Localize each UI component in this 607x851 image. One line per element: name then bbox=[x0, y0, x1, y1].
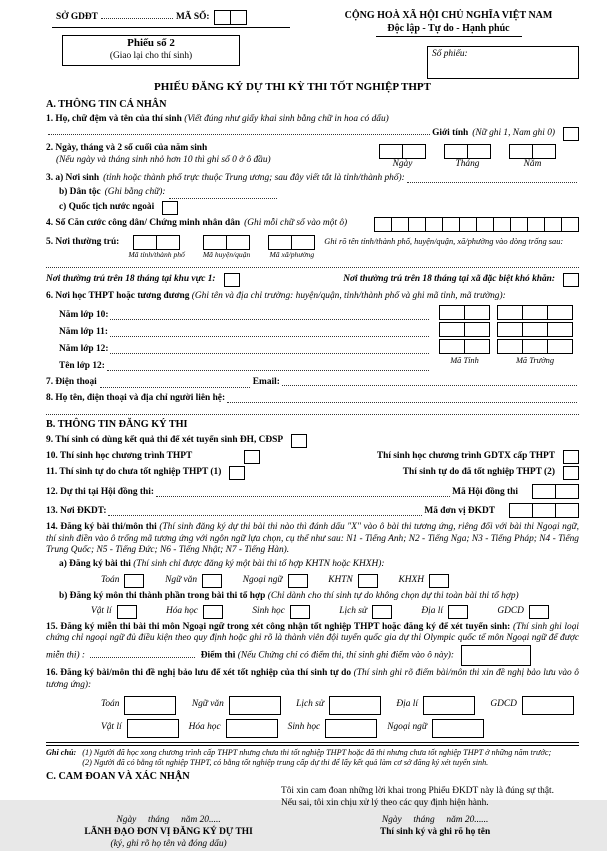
item2-note: (Nếu ngày và tháng sinh nhỏ hơn 10 thì ghi số 0 ở ô đầu) bbox=[56, 155, 271, 165]
item3a-note: (tỉnh hoặc thành phố trực thuộc Trung ương; sau đây viết tắt là tỉnh/thành phố): bbox=[103, 173, 405, 183]
digit-cell[interactable] bbox=[522, 339, 548, 354]
grade10-row bbox=[59, 305, 431, 322]
dept-code-cells bbox=[214, 10, 247, 25]
item2-text bbox=[46, 143, 370, 167]
digit-cell[interactable] bbox=[425, 217, 443, 232]
digit-cell[interactable] bbox=[497, 322, 523, 337]
subject-label-ngoaingu: Ngoại ngữ bbox=[242, 575, 283, 586]
section-a-title: A. THÔNG TIN CÁ NHÂN bbox=[46, 98, 167, 110]
item14-note: (Thí sinh đăng ký dự thi bài thi nào thì đánh dấu "X" vào ô bài thi tương ứng, riêng đối với bài thi Ngoại ngữ, thí sinh điền vào ô trống mã tương ứng với ngôn ngữ lựa chọn, cụ thể như sau: N1 - Tiếng Anh; N2 - Tiếng Nga; N3 - Tiếng Pháp; N4 - Tiếng Trung Quốc; N5 - Tiếng Đức; N6 - Tiếng Nhật; N7 - Tiếng Hàn). bbox=[46, 521, 579, 556]
province-code-label: Mã Tỉnh bbox=[450, 355, 479, 365]
reserve-box-diali[interactable] bbox=[423, 696, 475, 715]
signature-row bbox=[46, 815, 579, 850]
dob-boxes bbox=[370, 144, 565, 171]
signature-left bbox=[46, 815, 291, 850]
reserve-label-hoahoc: Hóa học bbox=[188, 722, 221, 733]
digit-cell[interactable] bbox=[444, 144, 468, 159]
form-title: PHIẾU ĐĂNG KÝ DỰ THI KỲ THI TỐT NGHIỆP THPT bbox=[154, 81, 431, 93]
subject-box-ngoaingu[interactable] bbox=[288, 574, 308, 588]
item2-label: 2. Ngày, tháng và 2 số cuối của năm sinh bbox=[46, 143, 208, 154]
subject-box-vatli[interactable] bbox=[117, 605, 137, 619]
item10-left-label: 10. Thí sinh học chương trình THPT bbox=[46, 451, 193, 462]
item3c-label: c) Quốc tịch nước ngoài bbox=[59, 201, 155, 212]
item3a-row bbox=[46, 173, 579, 185]
kk-label: Nơi thường trú trên 18 tháng tại xã đặc biệt khó khăn: bbox=[343, 274, 555, 285]
item11-left-label: 11. Thí sinh tự do chưa tốt nghiệp THPT (1) bbox=[46, 467, 222, 478]
digit-cell[interactable] bbox=[476, 217, 494, 232]
reserve-label-sinhhoc: Sinh học bbox=[287, 722, 321, 733]
digit-cell[interactable] bbox=[532, 503, 556, 518]
digit-cell[interactable] bbox=[522, 322, 548, 337]
item3c-row bbox=[46, 201, 579, 215]
item9-label: 9. Thí sinh có dùng kết quả thi để xét tuyển sinh ĐH, CĐSP bbox=[46, 435, 284, 446]
reserve-box-sinhhoc[interactable] bbox=[325, 719, 377, 738]
reserve-box-ngoaingu[interactable] bbox=[432, 719, 484, 738]
foreign-nationality-box[interactable] bbox=[162, 201, 178, 215]
reserve-label-nguvan: Ngữ văn bbox=[191, 699, 224, 710]
ethnicity-line[interactable] bbox=[169, 196, 277, 199]
dkdt-line[interactable] bbox=[108, 513, 422, 516]
subject-box-gdcd[interactable] bbox=[529, 605, 549, 619]
residence-flags-row bbox=[46, 273, 579, 287]
item8-label: 8. Họ tên, điện thoại và địa chỉ người liên hệ: bbox=[46, 393, 226, 404]
kv1-box[interactable] bbox=[224, 273, 240, 287]
item8-row bbox=[46, 393, 579, 405]
motto-line: Độc lập - Tự do - Hạnh phúc bbox=[387, 22, 510, 34]
digit-cell[interactable] bbox=[544, 217, 562, 232]
birthplace-line[interactable] bbox=[407, 180, 577, 183]
subject-label-diali: Địa lí bbox=[421, 605, 444, 616]
digit-cell[interactable] bbox=[547, 322, 573, 337]
subject-label-nguvan: Ngữ văn bbox=[165, 575, 198, 586]
motto-rule bbox=[376, 36, 522, 37]
school-code-grid bbox=[439, 305, 579, 367]
phone-line[interactable] bbox=[100, 385, 250, 388]
digit-cell[interactable] bbox=[532, 484, 556, 499]
subject-label-gdcd: GDCD bbox=[497, 605, 524, 616]
digit-cell[interactable] bbox=[510, 217, 528, 232]
subject-box-toan[interactable] bbox=[124, 574, 144, 588]
residence-province-group bbox=[128, 235, 185, 259]
free-grad-box[interactable] bbox=[563, 466, 579, 480]
grade12-row bbox=[59, 339, 431, 356]
item15-score-note: (Nếu Chứng chỉ có điểm thi, thí sinh ghi điểm vào ô này): bbox=[237, 650, 455, 661]
item14b-note: (Chỉ dành cho thí sinh tự do không chọn dự thi toàn bài thi tổ hợp) bbox=[267, 590, 519, 601]
pledge-block bbox=[281, 786, 579, 810]
subject-box-sinhhoc[interactable] bbox=[290, 605, 310, 619]
reserve-row-2 bbox=[101, 719, 484, 738]
exam-subjects-row-b bbox=[91, 605, 549, 619]
reserve-box-lichsu[interactable] bbox=[329, 696, 381, 715]
digit-cell[interactable] bbox=[527, 217, 545, 232]
residence-province-label: Mã tỉnh/thành phố bbox=[128, 249, 185, 259]
use-result-box[interactable] bbox=[291, 434, 307, 448]
dept-label: SỞ GDĐT bbox=[56, 11, 98, 22]
subject-box-lichsu[interactable] bbox=[372, 605, 392, 619]
item5-label: 5. Nơi thường trú: bbox=[46, 236, 120, 247]
digit-cell[interactable] bbox=[226, 235, 250, 250]
dob-day-label: Ngày bbox=[392, 159, 413, 170]
contact-line[interactable] bbox=[227, 400, 577, 403]
item10-right-label: Thí sinh học chương trình GDTX cấp THPT bbox=[376, 451, 555, 462]
digit-cell[interactable] bbox=[459, 217, 477, 232]
residence-ward-group bbox=[268, 235, 315, 259]
item6-note: (Ghi tên và địa chỉ trường: huyện/quận, tỉnh/thành phố và ghi mã tỉnh, mã trường): bbox=[191, 290, 506, 301]
item6-label: 6. Nơi học THPT hoặc tương đương bbox=[46, 290, 190, 301]
item2-row bbox=[46, 143, 579, 171]
certificate-line[interactable] bbox=[90, 655, 195, 658]
digit-cell[interactable] bbox=[442, 217, 460, 232]
reserve-label-ngoaingu: Ngoại ngữ bbox=[387, 722, 427, 733]
item12-row bbox=[46, 484, 579, 499]
header-right bbox=[318, 10, 579, 79]
digit-cell[interactable] bbox=[268, 235, 292, 250]
reserve-label-toan: Toán bbox=[101, 699, 120, 710]
digit-cell[interactable] bbox=[379, 144, 403, 159]
item15-note: (Thí sinh ghi loại chứng chỉ ngoại ngữ đủ điều kiện theo quy định hoặc ghi rõ là thành viên đội tuyển quốc gia dự thi Olympic quốc tế môn Ngoại ngữ để được miễn thi) : bbox=[46, 621, 580, 661]
item16-paragraph bbox=[46, 668, 579, 692]
dept-name-line[interactable] bbox=[101, 16, 173, 19]
footnote-label: Ghi chú: bbox=[46, 747, 77, 757]
item3b-row bbox=[46, 187, 579, 199]
subject-box-nguvan[interactable] bbox=[202, 574, 222, 588]
left-signer-title: LÃNH ĐẠO ĐƠN VỊ ĐĂNG KÝ DỰ THI bbox=[84, 827, 253, 838]
item5-note: Ghi rõ tên tỉnh/thành phố, huyện/quận, xã/phường vào dòng trống sau: bbox=[324, 236, 564, 246]
residence-write-line[interactable] bbox=[46, 267, 579, 268]
reserve-row-1 bbox=[101, 696, 574, 715]
kk-box[interactable] bbox=[563, 273, 579, 287]
item14b-label: b) Đăng ký môn thi thành phần trong bài thi tổ hợp bbox=[59, 590, 266, 601]
pledge-line-1: Tôi xin cam đoan những lời khai trong Phiếu ĐKDT này là đúng sự thật. bbox=[281, 785, 554, 796]
serial-number-box[interactable] bbox=[427, 46, 579, 79]
school-rows bbox=[46, 305, 431, 373]
sheet-number-sub: (Giao lại cho thí sinh) bbox=[109, 50, 193, 61]
digit-cell[interactable] bbox=[497, 305, 523, 320]
pledge-line-2: Nếu sai, tôi xin chịu xử lý theo các quy định hiện hành. bbox=[281, 797, 489, 808]
subject-box-diali[interactable] bbox=[448, 605, 468, 619]
gdtx-program-box[interactable] bbox=[563, 450, 579, 464]
digit-cell[interactable] bbox=[464, 322, 490, 337]
dept-line bbox=[46, 10, 318, 25]
subject-box-hoahoc[interactable] bbox=[203, 605, 223, 619]
item13-row bbox=[46, 503, 579, 518]
reserve-box-gdcd[interactable] bbox=[522, 696, 574, 715]
item1-label: 1. Họ, chữ đệm và tên của thí sinh bbox=[46, 113, 182, 124]
item3a-label: 3. a) Nơi sinh bbox=[46, 173, 100, 183]
item3b-note: (Ghi bằng chữ): bbox=[104, 186, 166, 197]
item6-body bbox=[46, 305, 579, 373]
digit-cell[interactable] bbox=[214, 10, 231, 25]
digit-cell[interactable] bbox=[156, 235, 180, 250]
digit-cell[interactable] bbox=[467, 144, 491, 159]
free-not-grad-box[interactable] bbox=[229, 466, 245, 480]
item4-label: 4. Số Căn cước công dân/ Chứng minh nhân dân bbox=[46, 218, 241, 229]
item4-row bbox=[46, 217, 579, 232]
digit-cell[interactable] bbox=[547, 305, 573, 320]
digit-cell[interactable] bbox=[464, 305, 490, 320]
item14a-header bbox=[46, 559, 579, 571]
dob-month-group bbox=[444, 144, 491, 171]
digit-cell[interactable] bbox=[133, 235, 157, 250]
grade11-row bbox=[59, 322, 431, 339]
item12-code-label: Mã Hội đồng thi bbox=[452, 487, 518, 498]
reserve-label-diali: Địa lí bbox=[396, 699, 418, 710]
digit-cell[interactable] bbox=[522, 305, 548, 320]
residence-district-group bbox=[203, 235, 250, 259]
item16-note: (Thí sinh ghi rõ điểm bài/môn thi xin đề nghị bảo lưu vào ô tương ứng): bbox=[46, 668, 579, 690]
school-code-labels bbox=[439, 356, 579, 367]
school-code-label: Mã Trường bbox=[515, 355, 555, 365]
item14a-label: a) Đăng ký bài thi bbox=[59, 559, 131, 570]
certificate-score-box[interactable] bbox=[461, 645, 531, 666]
item10-row bbox=[46, 450, 579, 464]
item3b-label: b) Dân tộc bbox=[59, 186, 101, 197]
left-signer-sub: (ký, ghi rõ họ tên và đóng dấu) bbox=[110, 838, 227, 849]
digit-cell[interactable] bbox=[374, 217, 392, 232]
digit-cell[interactable] bbox=[203, 235, 227, 250]
right-date-line[interactable]: Ngày tháng năm 20...... bbox=[381, 815, 489, 826]
subject-label-khtn: KHTN bbox=[328, 575, 353, 586]
item14b-header bbox=[46, 591, 579, 603]
digit-cell[interactable] bbox=[230, 10, 247, 25]
fullname-line[interactable] bbox=[48, 132, 430, 135]
id-number-cells bbox=[374, 217, 579, 232]
reserve-label-vatli: Vật lí bbox=[101, 722, 122, 733]
digit-cell[interactable] bbox=[532, 144, 556, 159]
item1-name-line bbox=[46, 127, 579, 141]
gender-box[interactable] bbox=[563, 127, 579, 141]
digit-cell[interactable] bbox=[439, 339, 465, 354]
digit-cell[interactable] bbox=[561, 217, 579, 232]
residence-district-label: Mã huyện/quận bbox=[202, 249, 251, 259]
item15-paragraph bbox=[46, 622, 579, 667]
digit-cell[interactable] bbox=[408, 217, 426, 232]
digit-cell[interactable] bbox=[497, 339, 523, 354]
item14-paragraph bbox=[46, 522, 579, 557]
header-left bbox=[46, 10, 318, 66]
digit-cell[interactable] bbox=[509, 144, 533, 159]
section-c-title: C. CAM ĐOAN VÀ XÁC NHẬN bbox=[46, 771, 190, 783]
item7-row bbox=[46, 377, 579, 389]
item1-note: (Viết đúng như giấy khai sinh bằng chữ in hoa có dấu) bbox=[184, 113, 389, 124]
digit-cell[interactable] bbox=[439, 305, 465, 320]
item9-row bbox=[46, 434, 579, 448]
serial-label: Số phiếu: bbox=[432, 49, 468, 59]
digit-cell[interactable] bbox=[291, 235, 315, 250]
contact-line-2[interactable] bbox=[46, 414, 579, 415]
item7-phone-label: 7. Điện thoại bbox=[46, 376, 97, 387]
item13-label: 13. Nơi ĐKDT: bbox=[46, 506, 107, 517]
right-signer-title: Thí sinh ký và ghi rõ họ tên bbox=[379, 827, 491, 838]
email-line[interactable] bbox=[282, 383, 577, 386]
dob-day-group bbox=[379, 144, 426, 171]
digit-cell[interactable] bbox=[509, 503, 533, 518]
item4-note: (Ghi mỗi chữ số vào một ô) bbox=[244, 218, 348, 229]
grade12-line[interactable] bbox=[110, 351, 429, 354]
footnote-2: (2) Người đã có bằng tốt nghiệp THPT, có bằng tốt nghiệp trung cấp dự thi để lấy kết quả làm cơ sở đăng ký xét tuyển sinh. bbox=[82, 757, 489, 767]
item11-row bbox=[46, 466, 579, 480]
item14-label: 14. Đăng ký bài thi/môn thi bbox=[46, 521, 157, 532]
item15-score-label: Điểm thi bbox=[200, 650, 236, 661]
residence-ward-label: Mã xã/phường bbox=[269, 249, 315, 259]
item11-right-label: Thí sinh tự do đã tốt nghiệp THPT (2) bbox=[402, 467, 555, 478]
form-header bbox=[46, 10, 579, 79]
subject-box-khtn[interactable] bbox=[358, 574, 378, 588]
gender-label: Giới tính bbox=[432, 128, 469, 139]
section-b-title: B. THÔNG TIN ĐĂNG KÝ THI bbox=[46, 419, 188, 431]
subject-label-vatli: Vật lí bbox=[91, 605, 112, 616]
item12-label: 12. Dự thi tại Hội đồng thi: bbox=[46, 487, 154, 498]
subject-label-hoahoc: Hóa học bbox=[165, 605, 198, 616]
kv1-label: Nơi thường trú trên 18 tháng tại khu vực 1: bbox=[46, 274, 216, 285]
class12-label: Tên lớp 12: bbox=[59, 360, 105, 371]
item6-label-line bbox=[46, 291, 579, 303]
dob-month-label: Tháng bbox=[455, 159, 480, 170]
digit-cell[interactable] bbox=[391, 217, 409, 232]
republic-line: CỘNG HOÀ XÃ HỘI CHỦ NGHĨA VIỆT NAM bbox=[344, 10, 553, 21]
signature-right bbox=[291, 815, 579, 839]
item5-row bbox=[46, 235, 579, 259]
class12-row bbox=[59, 356, 431, 373]
subject-label-sinhhoc: Sinh học bbox=[252, 605, 285, 616]
footnote-notes bbox=[82, 748, 579, 769]
footnote-1: (1) Người đã học xong chương trình cấp THPT nhưng chưa thi tốt nghiệp THPT hoặc đã thi nhưng chưa tốt nghiệp THPT ở những năm trước; bbox=[82, 747, 552, 757]
subject-box-khxh[interactable] bbox=[429, 574, 449, 588]
item14a-note: (Thí sinh chỉ được đăng ký một bài thi tổ hợp KHTN hoặc KHXH): bbox=[133, 559, 385, 570]
grade11-label: Năm lớp 11: bbox=[59, 326, 108, 337]
thpt-program-box[interactable] bbox=[244, 450, 260, 464]
digit-cell[interactable] bbox=[493, 217, 511, 232]
reserve-box-hoahoc[interactable] bbox=[226, 719, 278, 738]
subject-label-lichsu: Lịch sử bbox=[339, 605, 368, 616]
council-line[interactable] bbox=[156, 494, 450, 497]
reserve-box-toan[interactable] bbox=[124, 696, 176, 715]
reserve-label-gdcd: GDCD bbox=[490, 699, 517, 710]
dob-year-label: Năm bbox=[523, 159, 542, 170]
item13-code-label: Mã đơn vị ĐKDT bbox=[424, 506, 495, 517]
subject-label-toan: Toán bbox=[101, 575, 120, 586]
sheet-number-title: Phiếu số 2 bbox=[127, 37, 175, 49]
left-date-line[interactable]: Ngày tháng năm 20..... bbox=[116, 815, 221, 826]
subject-label-khxh: KHXH bbox=[398, 575, 424, 586]
grade10-label: Năm lớp 10: bbox=[59, 309, 109, 320]
item16-label: 16. Đăng ký bài/môn thi đề nghị bảo lưu để xét tốt nghiệp của thí sinh tự do bbox=[46, 668, 352, 679]
item15-label: 15. Đăng ký miễn thi bài thi môn Ngoại ngữ trong xét công nhận tốt nghiệp THPT hoặc đăng ký để xét tuyển sinh: bbox=[46, 621, 511, 632]
class12-line[interactable] bbox=[107, 368, 429, 371]
digit-cell[interactable] bbox=[555, 484, 579, 499]
item7-email-label: Email: bbox=[252, 376, 280, 387]
digit-cell[interactable] bbox=[402, 144, 426, 159]
sheet-number-box bbox=[62, 35, 240, 66]
gender-note: (Nữ ghi 1, Nam ghi 0) bbox=[472, 128, 555, 139]
header-rule bbox=[52, 27, 290, 28]
footnote-rule bbox=[46, 742, 579, 746]
grade10-line[interactable] bbox=[110, 317, 429, 320]
dept-code-label: MÃ SỐ: bbox=[175, 11, 210, 22]
reserve-box-nguvan[interactable] bbox=[229, 696, 281, 715]
digit-cell[interactable] bbox=[555, 503, 579, 518]
digit-cell[interactable] bbox=[439, 322, 465, 337]
exam-subjects-row-a bbox=[101, 574, 449, 588]
grade12-label: Năm lớp 12: bbox=[59, 343, 109, 354]
reserve-label-lichsu: Lịch sử bbox=[296, 699, 324, 710]
item1-label-line bbox=[46, 114, 579, 126]
reserve-box-vatli[interactable] bbox=[127, 719, 179, 738]
digit-cell[interactable] bbox=[464, 339, 490, 354]
footnote-block bbox=[46, 748, 579, 769]
grade11-line[interactable] bbox=[110, 334, 429, 337]
dob-year-group bbox=[509, 144, 556, 171]
digit-cell[interactable] bbox=[547, 339, 573, 354]
